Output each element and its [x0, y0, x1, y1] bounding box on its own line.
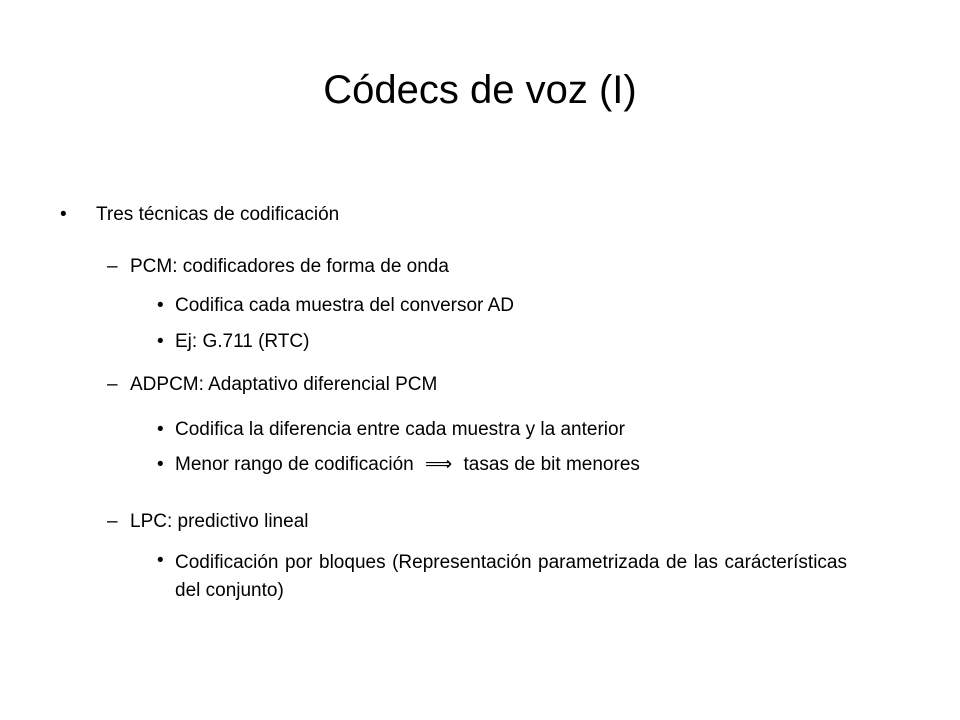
dash-marker: – [107, 374, 118, 395]
bullet-marker: • [157, 331, 164, 352]
adpcm-point-2-part-a: Menor rango de codificación [175, 454, 414, 475]
dash-marker: – [107, 511, 118, 532]
subitem-lpc-label: LPC: predictivo lineal [130, 511, 309, 532]
subitem-adpcm-label: ADPCM: Adaptativo diferencial PCM [130, 374, 438, 395]
bullet-marker: • [60, 204, 67, 225]
adpcm-point-2-text [175, 453, 640, 477]
bullet-text: Tres técnicas de codificación [96, 204, 340, 225]
bullet-marker: • [157, 419, 164, 440]
lpc-point-1-text: Codificación por bloques (Representación parametrizada de las carácterísticas del conjunto) [175, 552, 847, 601]
bullet-marker: • [157, 454, 164, 475]
dash-marker: – [107, 256, 118, 277]
adpcm-point-2-part-b: tasas de bit menores [463, 454, 640, 475]
bullet-marker: • [157, 295, 164, 316]
bullet-marker: • [157, 550, 164, 571]
pcm-point-1-text: Codifica cada muestra del conversor AD [175, 295, 514, 316]
adpcm-point-1-text: Codifica la diferencia entre cada muestra y la anterior [175, 419, 625, 440]
subitem-pcm-label: PCM: codificadores de forma de onda [130, 256, 449, 277]
slide-title: Códecs de voz (I) [323, 68, 637, 112]
pcm-point-2-text: Ej: G.711 (RTC) [175, 331, 310, 352]
implies-arrow-icon: ⟹ [424, 454, 453, 475]
